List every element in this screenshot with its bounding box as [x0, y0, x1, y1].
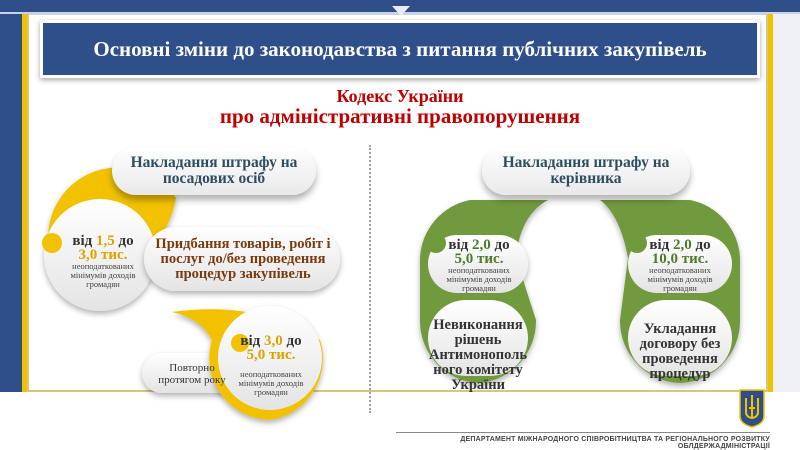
- footer-department: ДЕПАРТАМЕНТ МІЖНАРОДНОГО СПІВРОБІТНИЦТВА ТА РЕГІОНАЛЬНОГО РОЗВИТКУ ОБЛДЕРЖАДМІНІСТРАЦІЇ: [460, 436, 770, 450]
- right-label2: Укладання договору без проведення процедур: [639, 321, 721, 382]
- code-subtitle: про адміністративні правопорушення: [219, 104, 581, 128]
- left-fine1-to-value: 3,0 тис.: [78, 247, 128, 263]
- right-fine2-from-value: 2,0: [673, 237, 692, 253]
- right-fine1-amount: від 2,0 до 5,0 тис. неоподаткованих мінімумів доходів громадян: [432, 238, 526, 293]
- right-heading-line1: Накладання штрафу на: [502, 154, 670, 171]
- footer-rule: [396, 432, 770, 433]
- trident-icon: [738, 388, 766, 428]
- left-fine2-from-value: 3,0: [264, 333, 283, 349]
- right-label1: Невиконання рішень Антимонополь ного комітету України: [428, 317, 528, 393]
- left-fine2-to-value: 5,0 тис.: [246, 347, 296, 363]
- page-title: Основні зміни до законодавства з питання публічних закупівель: [93, 36, 707, 61]
- left-heading-line2: посадових осіб: [162, 170, 266, 187]
- right-fine2-to-value: 10,0 тис.: [651, 251, 709, 267]
- left-heading-pill: [112, 147, 316, 195]
- left-fine1-amount: від 1,5 до 3,0 тис. неоподаткованих мінімумів доходів громадян: [58, 234, 148, 289]
- right-fine2-amount: від 2,0 до 10,0 тис. неоподаткованих мінімумів доходів громадян: [632, 238, 728, 293]
- left-heading-line1: Накладання штрафу на: [130, 154, 298, 171]
- left-fine1-from-value: 1,5: [96, 233, 115, 249]
- code-title: Кодекс України: [336, 86, 464, 106]
- right-fine1-from-value: 2,0: [472, 237, 491, 253]
- right-heading-pill: [482, 147, 690, 195]
- left-fine2-amount: від 3,0 до 5,0 тис. неоподаткованих мінімумів доходів громадян: [226, 334, 316, 397]
- left-label2: Повторно протягом року: [158, 362, 226, 386]
- left-label1: Придбання товарів, робіт і послуг до/без проведення процедур закупівель: [155, 236, 331, 282]
- right-heading-line2: керівника: [550, 170, 622, 187]
- right-fine1-to-value: 5,0 тис.: [454, 251, 504, 267]
